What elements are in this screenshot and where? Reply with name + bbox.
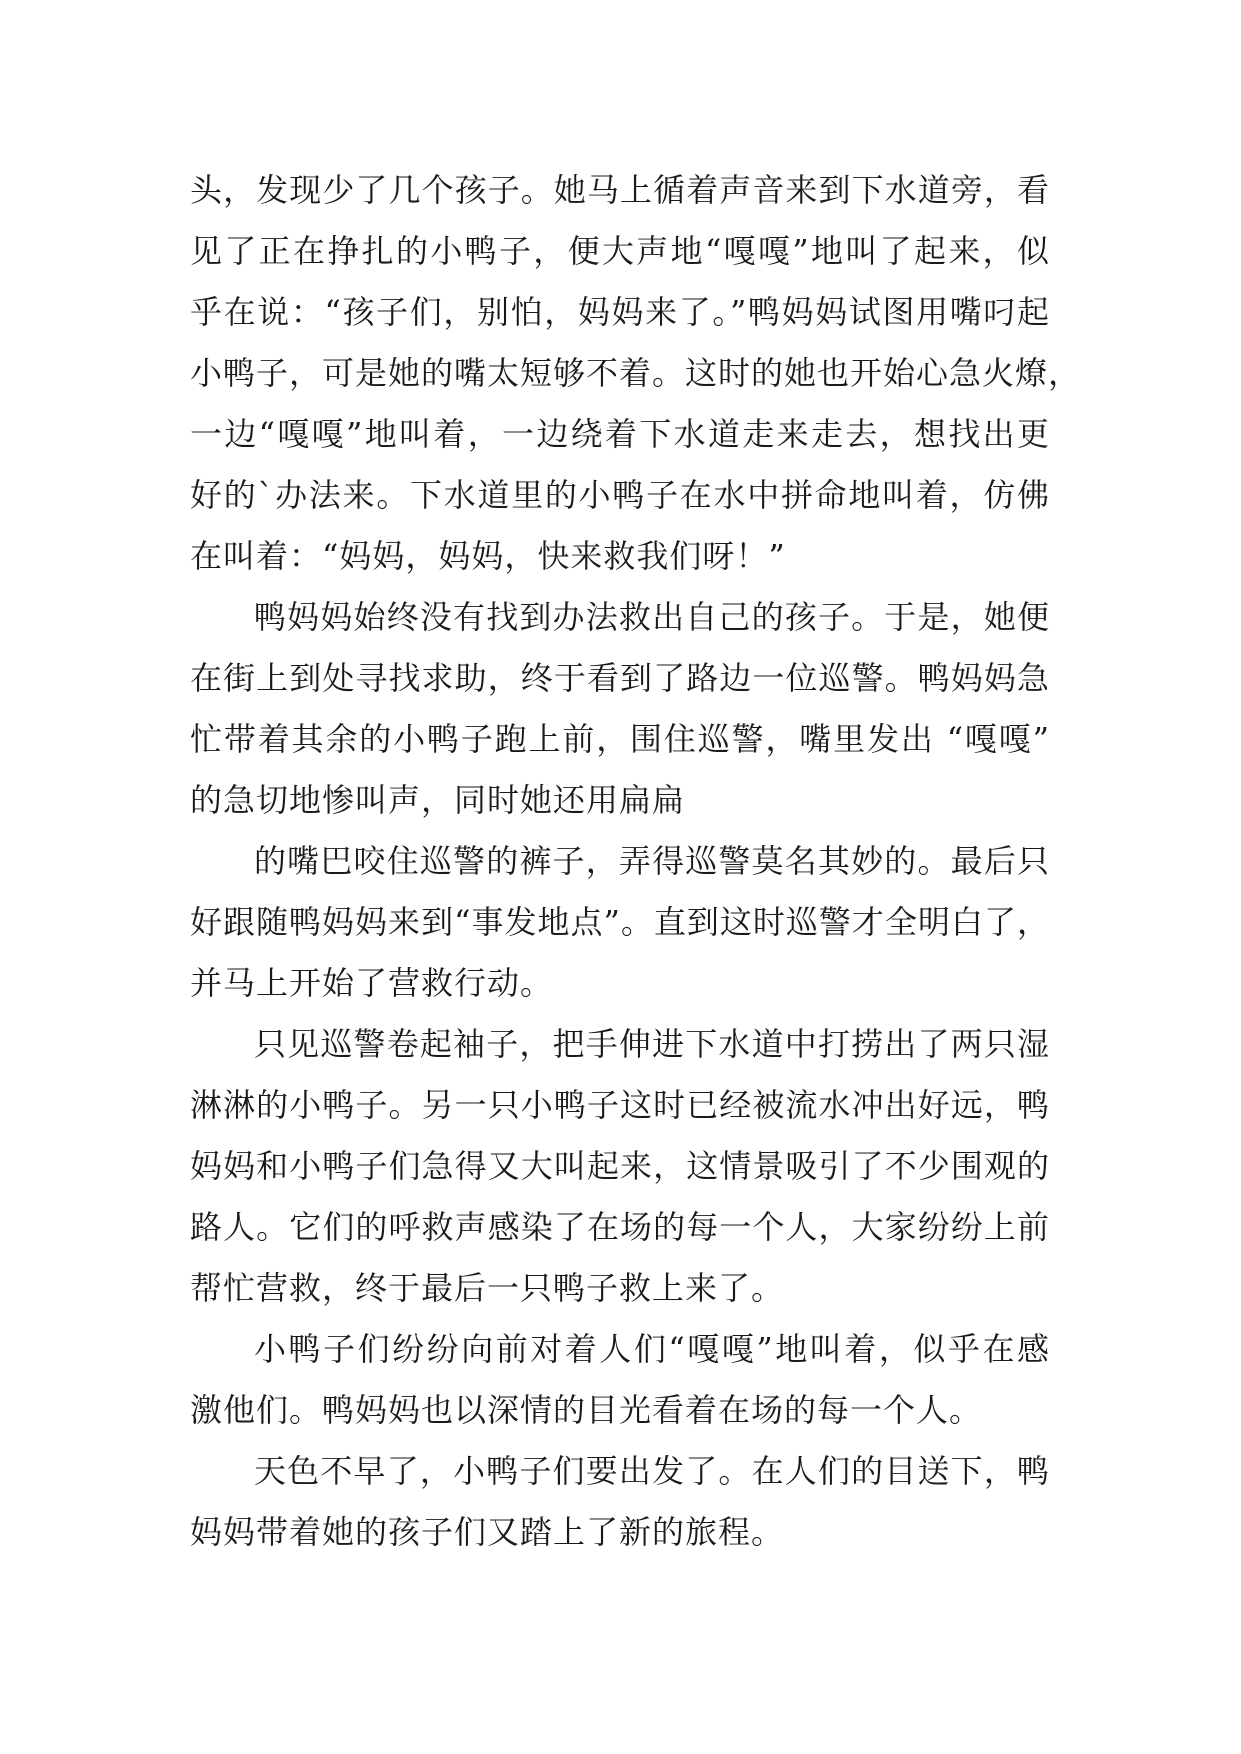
text-line: 鸭妈妈始终没有找到办法救出自己的孩子。于是，她便	[254, 598, 1050, 636]
text-line: 忙带着其余的小鸭子跑上前，围住巡警，嘴里发出 “嘎嘎”	[190, 720, 1050, 758]
text-line: 见了正在挣扎的小鸭子，便大声地“嘎嘎”地叫了起来，似	[190, 232, 1050, 270]
text-line: 帮忙营救，终于最后一只鸭子救上来了。	[190, 1269, 785, 1307]
text-line: 一边“嘎嘎”地叫着，一边绕着下水道走来走去，想找出更	[190, 415, 1050, 453]
text-line: 头，发现少了几个孩子。她马上循着声音来到下水道旁，看	[190, 171, 1050, 209]
text-line: 妈妈带着她的孩子们又踏上了新的旅程。	[190, 1513, 785, 1551]
text-line: 激他们。鸭妈妈也以深情的目光看着在场的每一个人。	[190, 1391, 983, 1429]
text-line: 在街上到处寻找求助，终于看到了路边一位巡警。鸭妈妈急	[190, 659, 1050, 697]
text-line: 天色不早了，小鸭子们要出发了。在人们的目送下，鸭	[254, 1452, 1050, 1490]
text-line: 好的`办法来。下水道里的小鸭子在水中拼命地叫着，仿佛	[190, 476, 1050, 514]
text-line: 淋淋的小鸭子。另一只小鸭子这时已经被流水冲出好远，鸭	[190, 1086, 1050, 1124]
text-line: 小鸭子们纷纷向前对着人们“嘎嘎”地叫着，似乎在感	[254, 1330, 1050, 1368]
text-line: 并马上开始了营救行动。	[190, 964, 554, 1002]
text-line: 只见巡警卷起袖子，把手伸进下水道中打捞出了两只湿	[254, 1025, 1050, 1063]
text-line: 在叫着：“妈妈，妈妈，快来救我们呀！”	[190, 537, 786, 575]
text-line: 的急切地惨叫声，同时她还用扁扁	[190, 781, 686, 819]
text-line: 妈妈和小鸭子们急得又大叫起来，这情景吸引了不少围观的	[190, 1147, 1050, 1185]
story-text	[190, 160, 1082, 1563]
text-line: 乎在说：“孩子们，别怕，妈妈来了。”鸭妈妈试图用嘴叼起	[190, 293, 1050, 331]
text-line: 路人。它们的呼救声感染了在场的每一个人，大家纷纷上前	[190, 1208, 1050, 1246]
text-line: 的嘴巴咬住巡警的裤子，弄得巡警莫名其妙的。最后只	[254, 842, 1050, 880]
text-line: 小鸭子，可是她的嘴太短够不着。这时的她也开始心急火燎，	[190, 354, 1082, 392]
text-line: 好跟随鸭妈妈来到“事发地点”。直到这时巡警才全明白了，	[190, 903, 1050, 941]
